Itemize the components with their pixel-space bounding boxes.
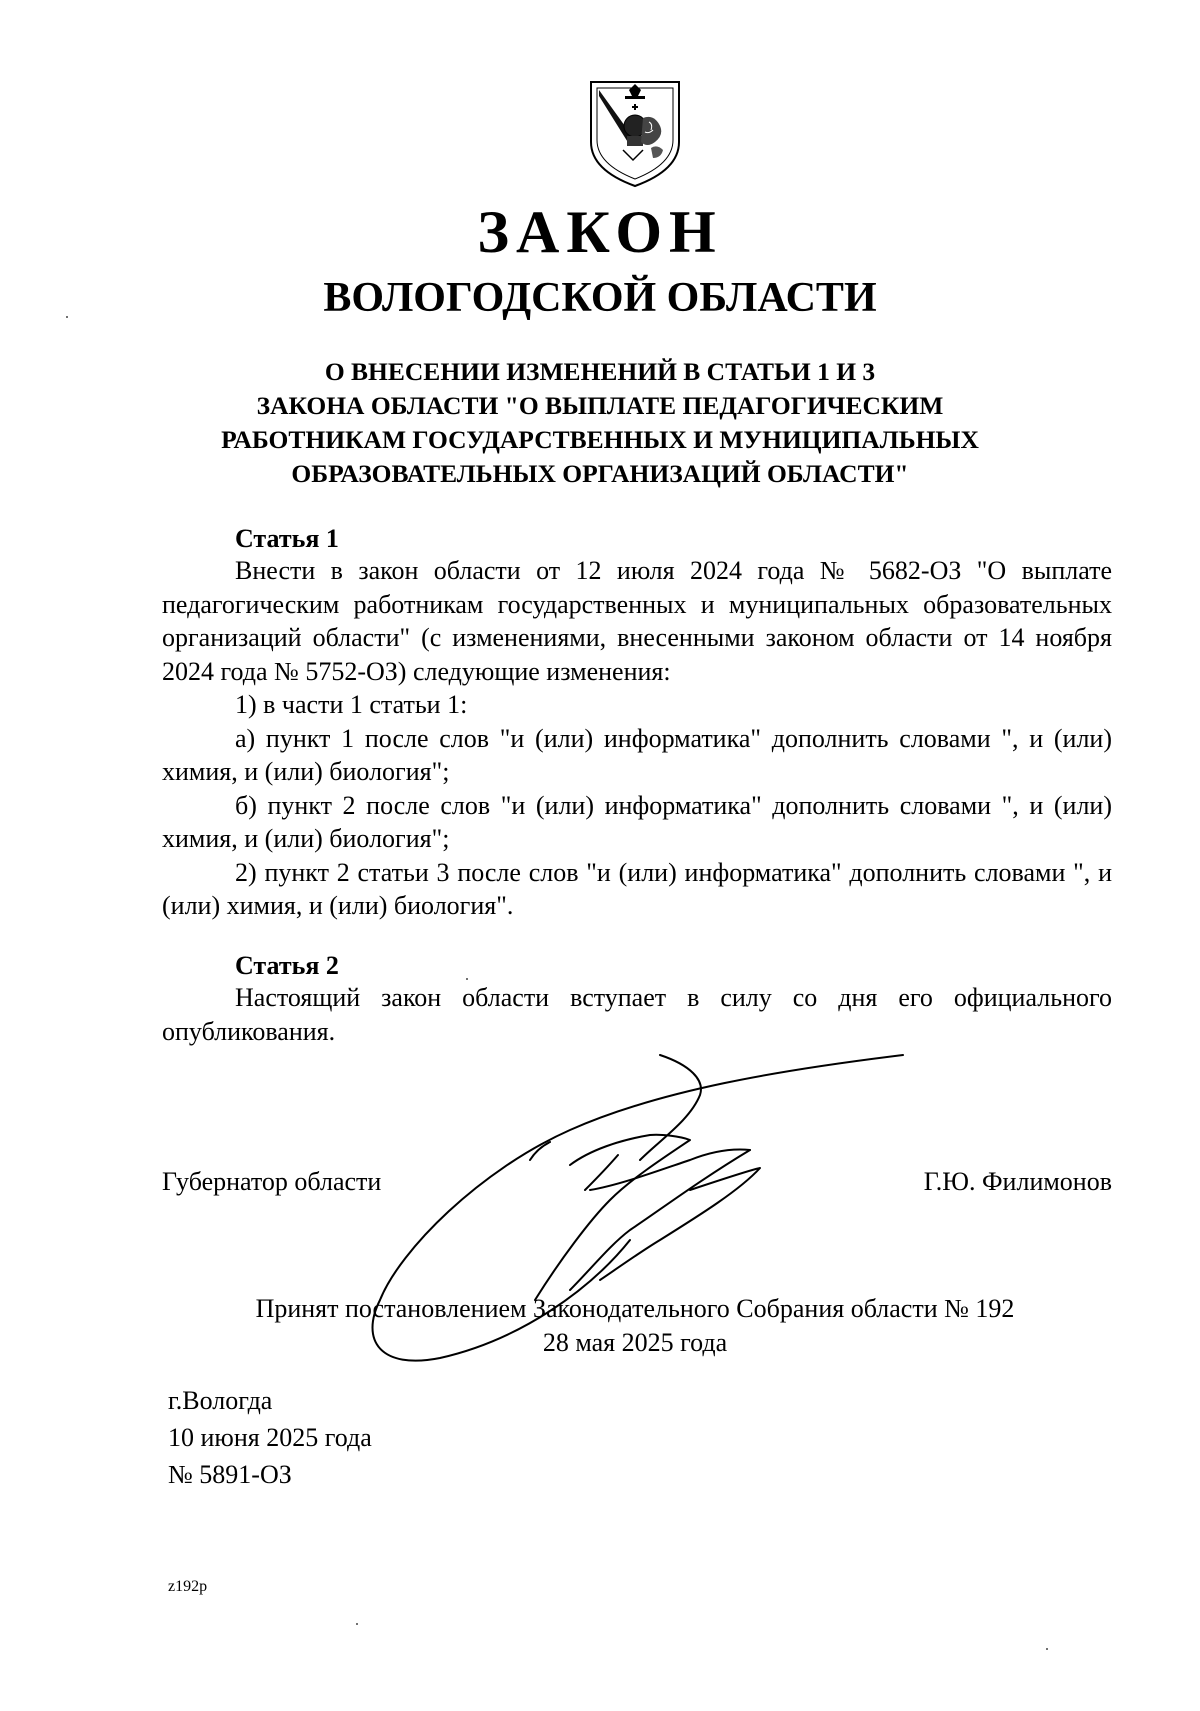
article-2-paragraph: Настоящий закон области вступает в силу со дня его официального опубликования. bbox=[162, 983, 1112, 1046]
article-1-paragraph: 1) в части 1 статьи 1: bbox=[235, 690, 468, 719]
article-1-paragraph: а) пункт 1 после слов "и (или) информатика" дополнить словами ", и (или) химия, и (или) биология"; bbox=[162, 723, 1112, 786]
coat-of-arms-icon bbox=[589, 80, 681, 188]
subject-line: О ВНЕСЕНИИ ИЗМЕНЕНИЙ В СТАТЬИ 1 И 3 bbox=[324, 357, 876, 386]
place-date-number bbox=[168, 1382, 372, 1493]
scan-speck bbox=[356, 1623, 358, 1625]
signatory-position: Губернатор области bbox=[162, 1167, 382, 1196]
signatory-name: Г.Ю. Филимонов bbox=[923, 1167, 1112, 1196]
subject-line: ЗАКОНА ОБЛАСТИ "О ВЫПЛАТЕ ПЕДАГОГИЧЕСКИМ bbox=[256, 391, 944, 420]
law-subject-heading bbox=[150, 355, 1050, 491]
signing-city: г.Вологда bbox=[168, 1386, 273, 1415]
signing-date: 10 июня 2025 года bbox=[168, 1423, 372, 1452]
article-2-body bbox=[162, 981, 1112, 1048]
law-number: № 5891-ОЗ bbox=[168, 1460, 292, 1489]
document-title: ЗАКОН bbox=[477, 199, 723, 265]
article-1-paragraph: 2) пункт 2 статьи 3 после слов "и (или) информатика" дополнить словами ", и (или) химия, и (или) биология". bbox=[162, 857, 1112, 920]
document-subtitle: ВОЛОГОДСКОЙ ОБЛАСТИ bbox=[323, 275, 877, 321]
article-1-paragraph: Внести в закон области от 12 июля 2024 года № 5682-ОЗ "О выплате педагогическим работникам государственных и муниципальных образовательных организаций области" (с изменениями, внесенными законом области от 14 ноября 2024 года № 5752-ОЗ) следующие изменения: bbox=[162, 556, 1112, 686]
article-1-body bbox=[162, 554, 1112, 923]
subject-line: РАБОТНИКАМ ГОСУДАРСТВЕННЫХ И МУНИЦИПАЛЬНЫХ bbox=[221, 425, 979, 454]
adoption-resolution: Принят постановлением Законодательного Собрания области № 192 bbox=[255, 1294, 1015, 1323]
article-2-heading: Статья 2 bbox=[235, 951, 339, 980]
adoption-date: 28 мая 2025 года bbox=[542, 1328, 728, 1357]
scan-speck bbox=[1046, 1648, 1048, 1650]
handwritten-signature bbox=[360, 1040, 920, 1370]
subject-line: ОБРАЗОВАТЕЛЬНЫХ ОРГАНИЗАЦИЙ ОБЛАСТИ" bbox=[291, 459, 909, 488]
scan-speck bbox=[66, 316, 68, 318]
article-1-heading: Статья 1 bbox=[235, 524, 339, 553]
article-1-paragraph: б) пункт 2 после слов "и (или) информатика" дополнить словами ", и (или) химия, и (или) биология"; bbox=[162, 790, 1112, 853]
scan-speck bbox=[466, 978, 468, 980]
document-code: z192p bbox=[168, 1578, 208, 1595]
